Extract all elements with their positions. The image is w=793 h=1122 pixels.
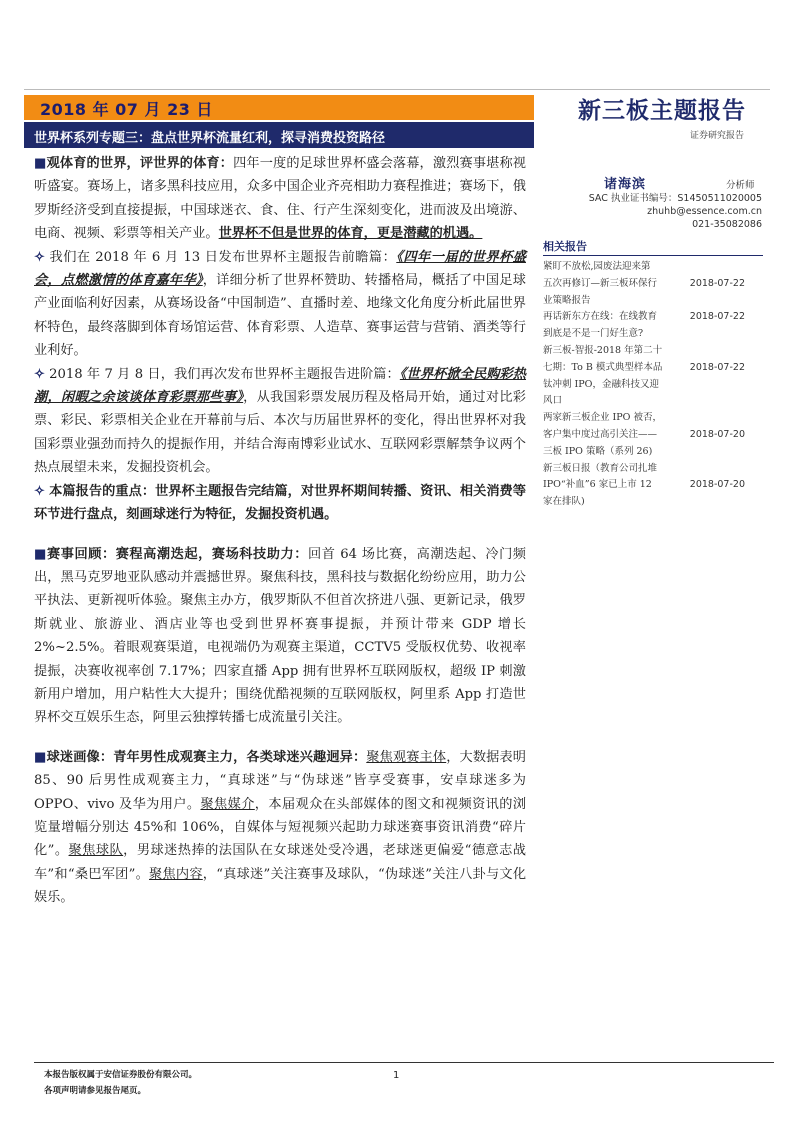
related-report-title-line: 新三板日报（教育公司扎堆 — [543, 462, 658, 474]
diamond-bullet-icon: ✧ — [34, 483, 46, 499]
related-report-date: 2018-07-20 — [689, 428, 745, 440]
related-report-date: 2018-07-22 — [689, 361, 745, 373]
related-reports-list — [543, 259, 768, 511]
related-report-title-line: 紧盯不放松,园废法迎来第 — [543, 261, 651, 272]
related-report-title-line: 五次再修订—新三板环保行 — [543, 277, 658, 289]
diamond-bullet-icon: ✧ — [34, 366, 46, 382]
related-report-item[interactable] — [543, 259, 768, 309]
related-report-title-line: 三板 IPO 策略（系列 26) — [543, 445, 653, 457]
analyst-name: 诸海滨 — [604, 177, 647, 192]
list-item: ✧ 2018 年 7 月 8 日，我们再次发布世界杯主题报告进阶篇：《世界杯掀全民购彩热潮，闲暇之余该谈体育彩票那些事》，从我国彩票发展历程及格局开始，通过对比彩票、彩民、彩票相关企业在开幕前与后、本次与历届世界杯的变化，得出世界杯对我国彩票业强劲而持久的提振作用，并结合海南博彩业试水、互联网彩票解禁争议两个热点展望未来，发掘投资机会。 — [34, 366, 526, 476]
related-report-title-line: 再话新东方在线：在线教育 — [543, 311, 658, 323]
related-report-item[interactable] — [543, 343, 768, 410]
copyright-notice: 本报告版权属于安信证券股份有限公司。 — [44, 1070, 198, 1080]
footer-disclaimer — [44, 1067, 197, 1099]
square-bullet-icon: ■ — [34, 546, 48, 562]
related-report-title-line: 新三板-智报-2018 年第二十 — [543, 344, 663, 356]
related-report-date: 2018-07-20 — [689, 479, 745, 491]
top-rule — [24, 89, 770, 90]
related-reports-heading: 相关报告 — [543, 240, 587, 253]
related-report-title-line: 两家新三板企业 IPO 被否， — [543, 412, 662, 424]
related-report-title-line: IPO“补血”6 家已上市 12 — [543, 479, 652, 491]
related-report-date: 2018-07-22 — [689, 277, 745, 289]
report-link-advanced[interactable]: 《世界杯掀全民购彩热潮，闲暇之余该谈体育彩票那些事》 — [34, 366, 526, 406]
disclaimer-note: 各项声明请参见报告尾页。 — [44, 1086, 147, 1096]
related-report-title-line: 客户集中度过高引关注—— — [543, 428, 658, 440]
related-reports-divider — [543, 255, 763, 256]
square-bullet-icon: ■ — [34, 156, 47, 171]
analyst-phone: 021-35082086 — [692, 219, 762, 230]
analyst-email[interactable]: zhuhb@essence.com.cn — [647, 206, 762, 217]
analyst-sac: SAC 执业证书编号：S1450511020005 — [588, 193, 762, 204]
related-report-title-line: 到底是不是一门好生意? — [543, 328, 644, 340]
related-report-title-line: 钛冲刺 IPO，金融科技又迎 — [543, 378, 659, 390]
related-report-item[interactable] — [543, 410, 768, 460]
footer-divider — [34, 1062, 774, 1063]
related-report-title-line: 家在排队) — [543, 496, 585, 508]
square-bullet-icon: ■ — [34, 749, 47, 765]
related-report-title-line: 七期：To B 模式典型样本品 — [543, 361, 663, 373]
diamond-bullet-icon: ✧ — [34, 249, 46, 265]
list-item: ✧ 我们在 2018 年 6 月 13 日发布世界杯主题报告前瞻篇：《四年一届的世界杯盛会，点燃激情的体育嘉年华》，详细分析了世界杯赞助、转播格局，概括了中国足球产业面临利好因素，从赛场设备“中国制造”、直播时差、地缘文化角度分析此届世界杯特色，最终落脚到体育场馆运营、体育彩票、人造草、赛事运营与营销、酒类等行业利好。 — [34, 249, 526, 359]
report-link-preview[interactable]: 《四年一届的世界杯盛会，点燃激情的体育嘉年华》 — [34, 249, 526, 289]
main-body — [34, 152, 526, 910]
intro-paragraph: ■观体育的世界，评世界的体育：四年一度的足球世界杯盛会落幕，激烈赛事堪称视听盛宴。赛场上，诸多黑科技应用，众多中国企业齐亮相助力赛程推进；赛场下，俄罗斯经济受到直接提振，中国球迷衣、食、住、行产生深刻变化，进而波及出境游、电商、视频、彩票等相关产业。世界杯不但是世界的体育，更是潜藏的机遇。 — [34, 156, 526, 242]
related-report-title-line: 风口 — [543, 395, 563, 407]
page-number: 1 — [393, 1070, 400, 1081]
analyst-contact — [560, 192, 762, 231]
report-date: 2018 年 07 月 23 日 — [40, 100, 213, 119]
list-item: ✧ 本篇报告的重点：世界杯主题报告完结篇，对世界杯期间转播、资讯、相关消费等环节进行盘点，刻画球迷行为特征，发掘投资机遇。 — [34, 483, 526, 523]
fans-paragraph: ■球迷画像：青年男性成观赛主力，各类球迷兴趣迥异：聚焦观赛主体，大数据表明 85、90 后男性成观赛主力，“真球迷”与“伪球迷”皆享受赛事，安卓球迷多为 OPPO、vivo 及华为用户。聚焦媒介，本届观众在头部媒体的图文和视频资讯的浏览量增幅分别达 45%和 106%，自媒体与短视频兴起助力球迷赛事资讯消费“碎片化”。聚焦球队，男球迷热捧的法国队在女球迷处受冷遇，老球迷更偏爱“德意志战车”和“桑巴军团”。聚焦内容，“真球迷”关注赛事及球队，“伪球迷”关注八卦与文化娱乐。 — [34, 749, 527, 906]
related-report-item[interactable] — [543, 461, 768, 511]
related-report-title-line: 业策略报告 — [543, 294, 591, 306]
review-paragraph: ■赛事回顾：赛程高潮迭起，赛场科技助力：回首 64 场比赛，高潮迭起、冷门频出，黑马克罗地亚队感动并震撼世界。聚焦科技，黑科技与数据化纷纷应用，助力公平执法、更新视听体验。聚焦主办方，俄罗斯队不但首次挤进八强、更新记录，俄罗斯就业、旅游业、酒店业等也受到世界杯赛事提振，并预计带来 GDP 增长 2%~2.5%。着眼观赛渠道，电视端仍为观赛主渠道，CCTV5 受版权优势、收视率提振，决赛收视率创 7.17%；四家直播 App 拥有世界杯互联网版权，超级 IP 刺激新用户增加，用户粘性大大提升；围绕优酷视频的互联网版权，阿里系 App 打造世界杯交互娱乐生态，阿里云独撑转播七成流量引关注。 — [34, 546, 526, 726]
report-title: 新三板主题报告 — [578, 97, 746, 124]
report-category: 证券研究报告 — [690, 131, 745, 141]
report-subtitle: 世界杯系列专题三：盘点世界杯流量红利，探寻消费投资路径 — [34, 131, 386, 146]
related-report-date: 2018-07-22 — [689, 311, 745, 323]
analyst-role: 分析师 — [726, 180, 755, 191]
related-report-item[interactable] — [543, 309, 768, 343]
